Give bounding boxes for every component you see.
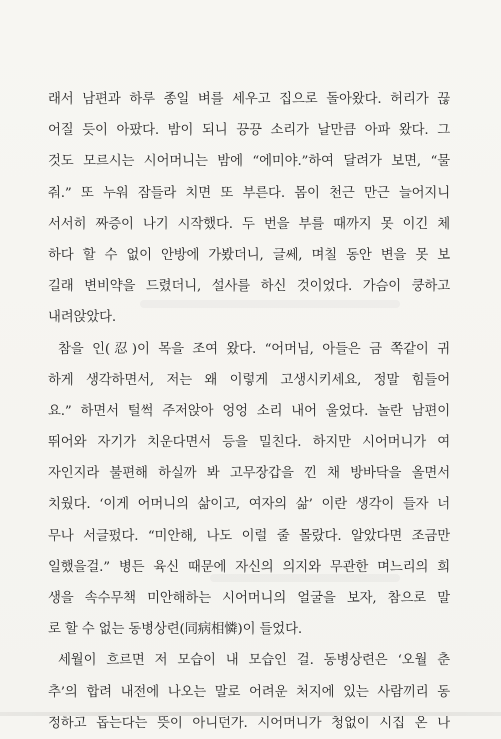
text-line: 뛰어와 자기가 치운다면서 등을 밀친다. 하지만 시어머니가 여 xyxy=(48,435,450,451)
text-line: 하다 할 수 없이 안방에 가봤더니, 글쎄, 며칠 동안 변을 못 보 xyxy=(48,247,450,263)
text-line: 자인지라 불편해 하실까 봐 고무장갑을 낀 채 방바닥을 올면서 xyxy=(48,466,450,482)
text-line: 로 할 수 없는 동병상련(同病相憐)이 들었다. xyxy=(48,622,302,638)
text-line: 어질 듯이 아팠다. 밤이 되니 끙끙 소리가 날만큼 아파 왔다. 그 xyxy=(48,123,450,139)
text-line: 치웠다. ‘이게 어머니의 삶이고, 여자의 삶’ 이란 생각이 들자 너 xyxy=(48,497,450,513)
page-edge xyxy=(0,712,501,716)
text-line: 것도 모르시는 시어머니는 밤에 “에미야.”하여 달려가 보면, “물 xyxy=(48,154,450,170)
text-line: 줘.” 또 누워 잠들라 치면 또 부른다. 몸이 천근 만근 늘어지니 xyxy=(48,185,450,201)
text-line: 서서히 짜증이 나기 시작했다. 두 번을 부를 때까지 못 이긴 체 xyxy=(48,216,450,232)
text-line: 일했을걸.” 병든 육신 때문에 자신의 의지와 무관한 며느리의 희 xyxy=(48,559,450,575)
text-line: 정하고 돕는다는 뜻이 아니던가. 시어머니가 청없이 시집 온 나 xyxy=(48,715,450,731)
text-line: 요.” 하면서 털썩 주저앉아 엉엉 소리 내어 울었다. 놀란 남편이 xyxy=(48,403,450,419)
text-line: 내려앉았다. xyxy=(48,310,117,326)
text-line: 추’의 합려 내전에 나오는 말로 어려운 처지에 있는 사람끼리 동 xyxy=(48,684,450,700)
text-line: 참을 인(忍)이 목을 조여 왔다. “어머님, 아들은 금 쪽같이 귀 xyxy=(58,341,450,357)
text-line: 래서 남편과 하루 종일 벼를 세우고 집으로 돌아왔다. 허리가 끊 xyxy=(48,92,450,107)
text-line: 생을 속수무책 미안해하는 시어머니의 얼굴을 보자, 참으로 말 xyxy=(48,591,450,606)
body-text xyxy=(48,84,450,739)
text-line: 무나 서글펐다. “미안해, 나도 이럴 줄 몰랐다. 알았다면 조금만 xyxy=(48,528,450,544)
text-line: 세월이 흐르면 저 모습이 내 모습인 걸. 동병상련은 ‘오월 춘 xyxy=(58,653,450,669)
text-line: 하게 생각하면서, 저는 왜 이렇게 고생시키세요, 정말 힘들어 xyxy=(48,372,450,388)
text-line: 길래 변비약을 드렸더니, 설사를 하신 것이었다. 가슴이 쿵하고 xyxy=(48,279,450,295)
